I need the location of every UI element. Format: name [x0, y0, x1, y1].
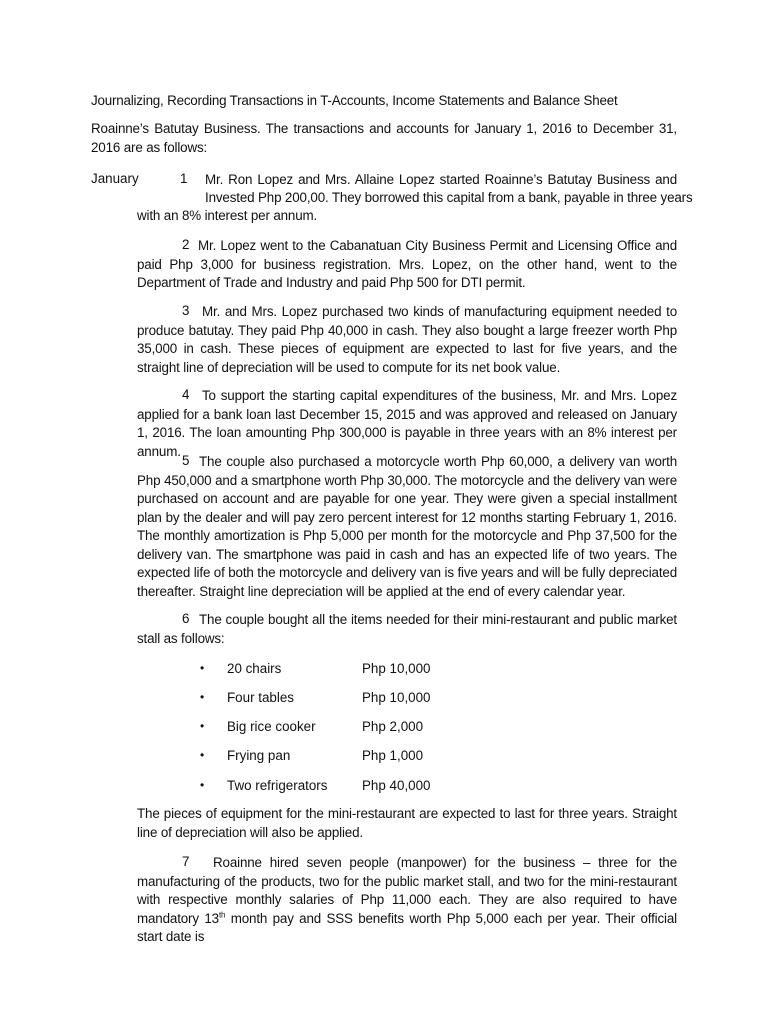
- item-number: 3: [182, 303, 190, 318]
- intro-paragraph: Roainne’s Batutay Business. The transactions and accounts for January 1, 2016 to December 31, 2016 are as follows:: [91, 121, 677, 155]
- item-1-line-2: Invested Php 200,00. They borrowed this capital from a bank, payable in three years: [205, 190, 693, 205]
- document-title: Journalizing, Recording Transactions in T-Accounts, Income Statements and Balance Sheet: [91, 93, 618, 108]
- item-7-text-main: Roainne hired seven people (manpower) for the business – three for the manufacturing of the products, two for the public market stall, and two for the mini-restaurant with respective monthly salaries of Php 11,000 each. They are also required to have mandatory 13: [137, 855, 677, 926]
- bullet-icon: •: [200, 778, 205, 792]
- list-item-label: 20 chairs: [227, 661, 282, 676]
- item-number: 5: [182, 453, 190, 468]
- bullet-icon: •: [200, 690, 205, 704]
- after-list-paragraph: The pieces of equipment for the mini-restaurant are expected to last for three years. Straight line of depreciation will also be applied.: [137, 806, 677, 840]
- item-number: 6: [182, 611, 190, 626]
- item-7-text: [137, 854, 677, 947]
- item-number: 7: [182, 854, 190, 869]
- item-5-text: The couple also purchased a motorcycle worth Php 60,000, a delivery van worth Php 450,000 and a smartphone worth Php 30,000. The motorcycle and the delivery van were purchased on account and are payable for one year. They were given a special installment plan by the dealer and will pay zero percent interest for 12 months starting February 1, 2016. The monthly amortization is Php 5,000 per month for the motorcycle and Php 37,500 for the delivery van. The smartphone was paid in cash and has an expected life of two years. The expected life of both the motorcycle and delivery van is five years and will be fully depreciated thereafter. Straight line depreciation will be applied at the end of every calendar year.: [137, 454, 677, 599]
- list-item-price: Php 10,000: [362, 661, 431, 676]
- month-label: January: [91, 171, 139, 186]
- item-6-text: The couple bought all the items needed for their mini-restaurant and public market stall as follows:: [137, 612, 677, 646]
- list-item-label: Two refrigerators: [227, 778, 328, 793]
- item-2-text: Mr. Lopez went to the Cabanatuan City Business Permit and Licensing Office and paid Php 3,000 for business registration. Mrs. Lopez, on the other hand, went to the Department of Trade and Industry and paid Php 500 for DTI permit.: [137, 238, 677, 290]
- list-item-price: Php 1,000: [362, 748, 424, 763]
- list-item-label: Big rice cooker: [227, 719, 316, 734]
- bullet-icon: •: [200, 719, 205, 733]
- list-item-price: Php 2,000: [362, 719, 424, 734]
- item-number: 2: [182, 237, 190, 252]
- item-number: 1: [180, 171, 188, 186]
- item-7-text-tail: month pay and SSS benefits worth Php 5,000 each per year. Their official start date is: [137, 910, 677, 944]
- list-item-price: Php 10,000: [362, 690, 431, 705]
- item-1-line-3: with an 8% interest per annum.: [137, 208, 318, 223]
- list-item-label: Four tables: [227, 690, 294, 705]
- item-number: 4: [182, 387, 190, 402]
- item-1-line-1: Mr. Ron Lopez and Mrs. Allaine Lopez started Roainne’s Batutay Business and: [205, 172, 677, 187]
- item-3-text: Mr. and Mrs. Lopez purchased two kinds of manufacturing equipment needed to produce batutay. They paid Php 40,000 in cash. They also bought a large freezer worth Php 35,000 in cash. These pieces of equipment are expected to last for five years, and the straight line of depreciation will be used to compute for its net book value.: [137, 304, 677, 375]
- item-4-text: To support the starting capital expenditures of the business, Mr. and Mrs. Lopez applied for a bank loan last December 15, 2015 and was approved and released on January 1, 2016. The loan amounting Php 300,000 is payable in three years with an 8% interest per annum.: [137, 388, 677, 459]
- bullet-icon: •: [200, 748, 205, 762]
- item-7-superscript: th: [218, 910, 226, 920]
- bullet-icon: •: [200, 661, 205, 675]
- list-item-price: Php 40,000: [362, 778, 431, 793]
- list-item-label: Frying pan: [227, 748, 291, 763]
